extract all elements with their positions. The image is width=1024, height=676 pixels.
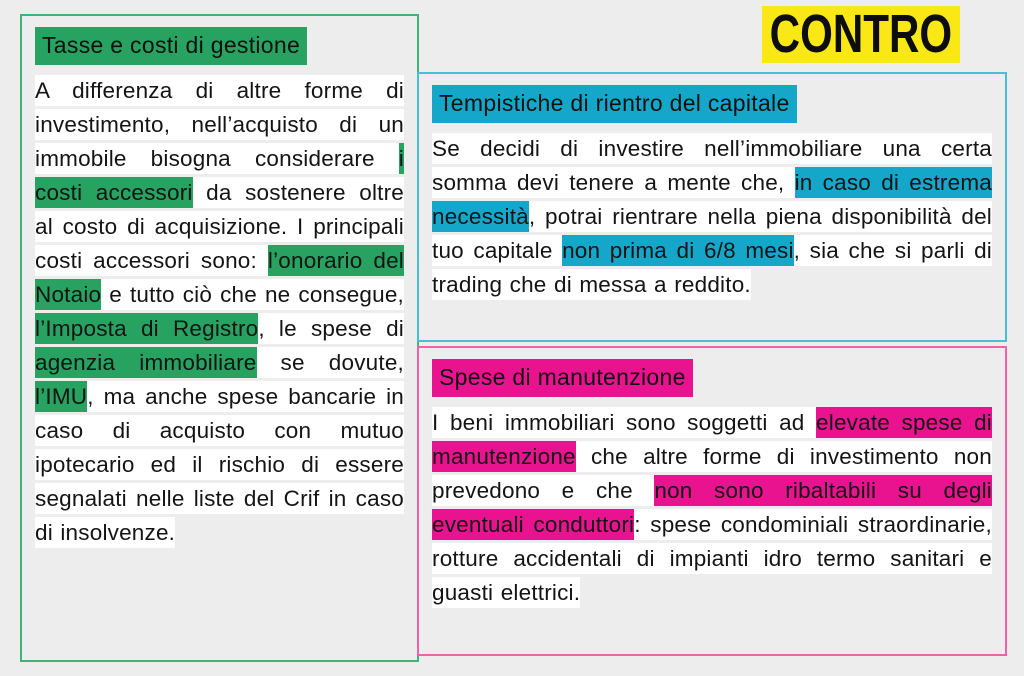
box-taxes-and-costs: [20, 14, 419, 662]
highlighted-text: non sono ribaltabili su degli eventuali conduttori: [432, 475, 992, 540]
body-text: Se decidi di investire nell’immobiliare una certa somma devi tenere a mente che,: [432, 133, 992, 198]
box-taxes-title: Tasse e costi di gestione: [35, 27, 307, 65]
body-text: : spese condominiali straordinarie, rotture accidentali di impianti idro termo sanitari e guasti elettrici.: [432, 509, 992, 608]
contro-heading: CONTRO: [762, 6, 960, 63]
box-taxes-paragraph: [35, 74, 404, 550]
highlighted-text: in caso di estrema necessità: [432, 167, 992, 232]
box-timing-paragraph: [432, 132, 992, 302]
body-text: che altre forme di investimento non prevedono e che: [432, 441, 992, 506]
box-maintenance-title: Spese di manutenzione: [432, 359, 693, 397]
highlighted-text: non prima di 6/8 mesi: [562, 235, 794, 266]
box-capital-return-timing: [417, 72, 1007, 342]
box-maintenance-costs: [417, 346, 1007, 656]
body-text: , ma anche spese bancarie in caso di acquisto con mutuo ipotecario ed il rischio di essere segnalati nelle liste del Crif in caso di insolvenze.: [35, 381, 404, 548]
body-text: da sostenere oltre al costo di acquisizione. I principali costi accessori sono:: [35, 177, 404, 276]
highlighted-text: l’Imposta di Registro: [35, 313, 258, 344]
highlighted-text: i costi accessori: [35, 143, 404, 208]
box-timing-title: Tempistiche di rientro del capitale: [432, 85, 797, 123]
body-text: , sia che si parli di trading che di messa a reddito.: [432, 235, 992, 300]
highlighted-text: agenzia immobiliare: [35, 347, 257, 378]
highlighted-text: elevate spese di manutenzione: [432, 407, 992, 472]
body-text: A differenza di altre forme di investimento, nell’acquisto di un immobile bisogna considerare: [35, 75, 404, 174]
body-text: , potrai rientrare nella piena disponibilità del tuo capitale: [432, 201, 992, 266]
body-text: I beni immobiliari sono soggetti ad: [432, 407, 816, 438]
body-text: se dovute,: [257, 347, 404, 378]
highlighted-text: l’IMU: [35, 381, 87, 412]
box-maintenance-paragraph: [432, 406, 992, 610]
body-text: , le spese di: [258, 313, 404, 344]
highlighted-text: l’onorario del Notaio: [35, 245, 404, 310]
body-text: e tutto ciò che ne consegue,: [101, 279, 404, 310]
